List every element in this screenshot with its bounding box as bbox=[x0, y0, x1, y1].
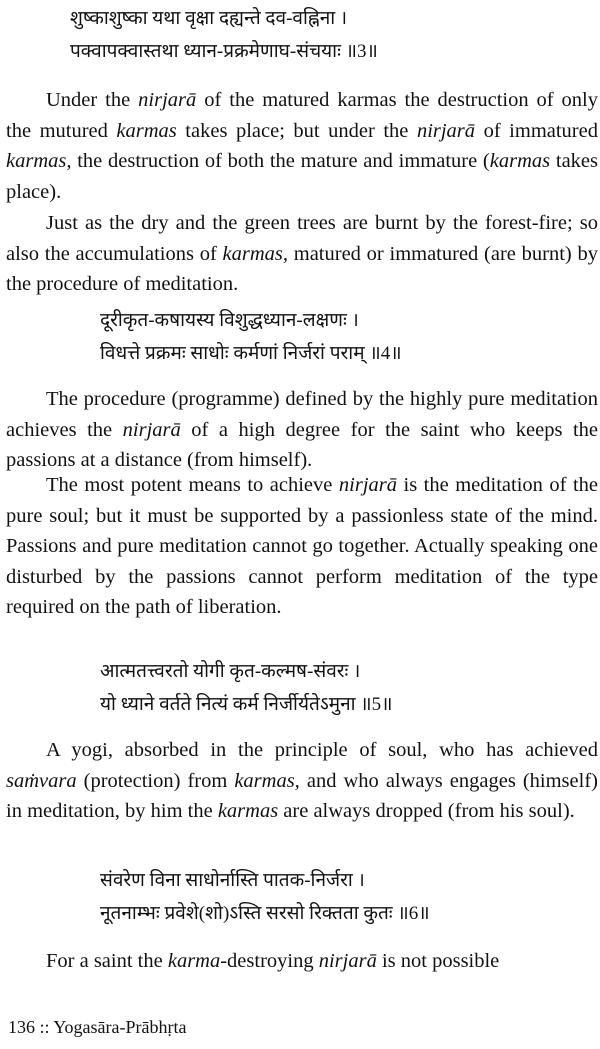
sanskrit-verse-3 bbox=[70, 2, 378, 68]
verse-line: पक्वापक्वास्तथा ध्यान-प्रक्रमेणाघ-संचयाः ॥3॥ bbox=[70, 41, 378, 62]
paragraph bbox=[6, 384, 598, 476]
paragraph bbox=[6, 735, 598, 827]
sanskrit-verse-5 bbox=[100, 655, 393, 721]
page-footer: 136 :: Yogasāra-Prābhṛta bbox=[8, 1017, 187, 1037]
paragraph bbox=[6, 85, 598, 207]
paragraph-text: For a saint the karma-destroying nirjarā is not possible bbox=[46, 950, 500, 972]
paragraph-text: The procedure (programme) defined by the highly pure meditation achieves the nirjarā of a high degree for the saint who keeps the passions at a distance (from himself). bbox=[6, 388, 598, 471]
verse-line: संवरेण विना साधोर्नास्ति पातक-निर्जरा । bbox=[100, 870, 365, 891]
verse-line: आत्मतत्त्वरतो योगी कृत-कल्मष-संवरः । bbox=[100, 661, 361, 682]
verse-line: नूतनाम्भः प्रवेशे(शो)ऽस्ति सरसो रिक्तता कुतः ॥6॥ bbox=[100, 903, 430, 924]
paragraph-text: The most potent means to achieve nirjarā is the meditation of the pure soul; but it must be supported by a passionless state of the mind. Passions and pure meditation cannot go together. Actually speaking one disturbed by the passions cannot perform meditation of the type required on the path of liberation. bbox=[6, 474, 599, 618]
sanskrit-verse-4 bbox=[100, 304, 402, 370]
verse-line: विधत्ते प्रक्रमः साधोः कर्मणां निर्जरां पराम् ॥4॥ bbox=[100, 343, 402, 364]
paragraph-text: Under the nirjarā of the matured karmas the destruction of only the mutured karmas takes place; but under the nirjarā of immatured karmas, the destruction of both the mature and immature (karmas takes place). bbox=[6, 89, 598, 203]
paragraph bbox=[6, 470, 598, 623]
verse-line: दूरीकृत-कषायस्य विशुद्धध्यान-लक्षणः । bbox=[100, 310, 359, 331]
sanskrit-verse-6 bbox=[100, 864, 430, 930]
paragraph bbox=[6, 946, 598, 977]
paragraph-text: A yogi, absorbed in the principle of soul, who has achieved saṁvara (protection) from karmas, and who always engages (himself) in meditation, by him the karmas are always dropped (from his soul). bbox=[6, 739, 598, 822]
verse-line: शुष्काशुष्का यथा वृक्षा दह्यन्ते दव-वह्निना । bbox=[70, 8, 348, 29]
paragraph bbox=[6, 208, 598, 300]
paragraph-text: Just as the dry and the green trees are burnt by the forest-fire; so also the accumulations of karmas, matured or immatured (are burnt) by the procedure of meditation. bbox=[6, 212, 598, 295]
verse-line: यो ध्याने वर्तते नित्यं कर्म निर्जीर्यतेऽमुना ॥5॥ bbox=[100, 694, 393, 715]
